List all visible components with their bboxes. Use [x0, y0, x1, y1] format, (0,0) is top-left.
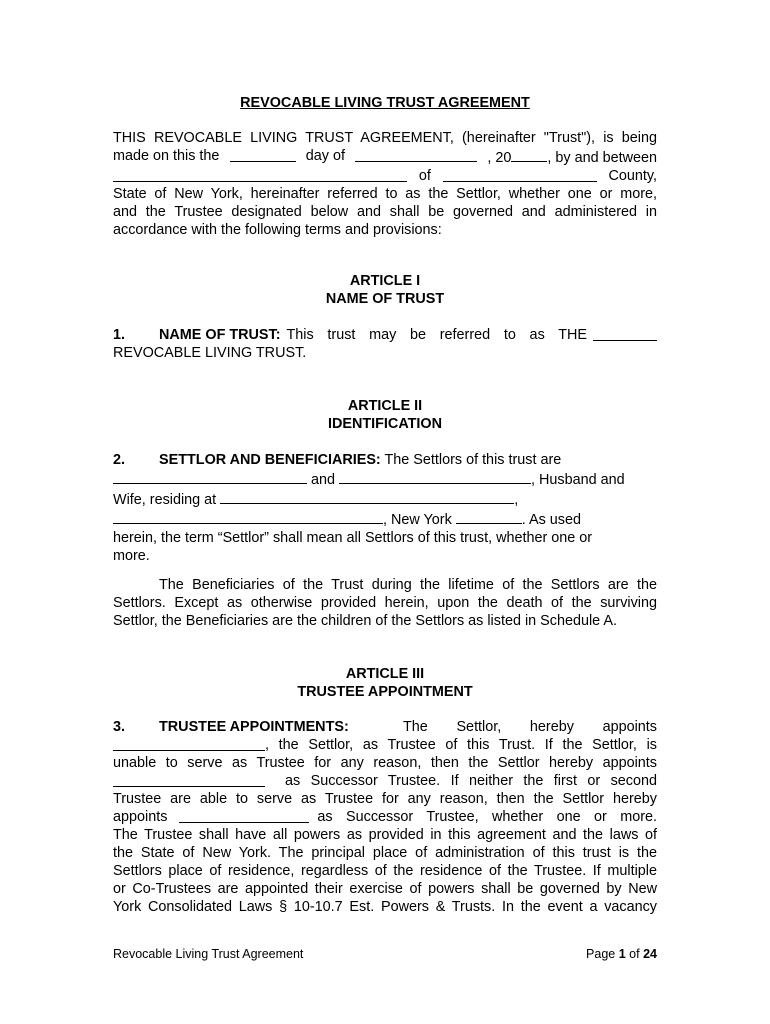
blank-trustee[interactable]	[113, 736, 265, 751]
article-3-body: 3. TRUSTEE APPOINTMENTS: The Settlor, hereby appoints , the Settlor, as Trustee of this Trust. If the Settlor, is unable to serve as Trustee for any reason, then the Settlor hereby appoints as Successor Trustee. If neither the first or second Trustee are able to serve as Trustee for any reason, then the Settlor hereby appoints as Successor Trustee, whether one or more. The Trustee shall have all powers as provided in this agreement and the laws of the State of New York. The principal place of administration of this trust is the Settlors place of residence, regardless of the residence of the Trustee. If multiple or Co-Trustees are appointed their exercise of powers shall be governed by New York Consolidated Laws § 10-10.7 Est. Powers & Trusts. In the event a vacancy	[113, 719, 657, 915]
article-1-subheading: NAME OF TRUST	[325, 291, 445, 307]
blank-day[interactable]	[230, 147, 296, 162]
article-2-subheading: IDENTIFICATION	[327, 416, 443, 432]
blank-trust-name[interactable]	[593, 326, 657, 341]
blank-successor-trustee-1[interactable]	[113, 772, 265, 787]
article-1-body: 1. NAME OF TRUST: This trust may be referred to as THE REVOCABLE LIVING TRUST.	[113, 326, 657, 362]
blank-settlor-2[interactable]	[339, 469, 531, 484]
article-2-body: 2. SETTLOR AND BENEFICIARIES: The Settlors of this trust are and , Husband and Wife, residing at , , New York . As used herein, the term “Settlor” shall mean all Settlors of this trust, whether one or more.	[113, 452, 625, 564]
footer-document-name: Revocable Living Trust Agreement	[113, 947, 304, 961]
blank-month[interactable]	[355, 147, 477, 162]
blank-county[interactable]	[443, 167, 597, 182]
blank-settlor-name[interactable]	[113, 167, 407, 182]
article-3-heading: ARTICLE III	[345, 666, 425, 682]
blank-zip[interactable]	[456, 509, 522, 524]
footer-page-number: Page 1 of 24	[586, 947, 657, 961]
article-1-heading: ARTICLE I	[349, 273, 421, 289]
beneficiaries-paragraph: The Beneficiaries of the Trust during the lifetime of the Settlors are the Settlors. Except as otherwise provided herein, upon the death of the surviving Settlor, the Beneficiaries are the children of the Settlors as listed in Schedule A.	[113, 577, 657, 629]
blank-city[interactable]	[113, 509, 383, 524]
blank-year[interactable]	[511, 147, 547, 162]
document-title: REVOCABLE LIVING TRUST AGREEMENT	[240, 95, 530, 111]
blank-address[interactable]	[220, 489, 514, 504]
intro-paragraph: THIS REVOCABLE LIVING TRUST AGREEMENT, (hereinafter "Trust"), is being made on this the day of , 20 , by and between of County, State of New York, hereinafter referred to as the Settlor, whether one or more, and the Trustee designated below and shall be governed and administered in accordance with the following terms and provisions:	[113, 130, 657, 238]
blank-settlor-1[interactable]	[113, 469, 307, 484]
article-2-heading: ARTICLE II	[347, 398, 423, 414]
blank-successor-trustee-2[interactable]	[179, 808, 309, 823]
article-3-subheading: TRUSTEE APPOINTMENT	[297, 684, 473, 700]
